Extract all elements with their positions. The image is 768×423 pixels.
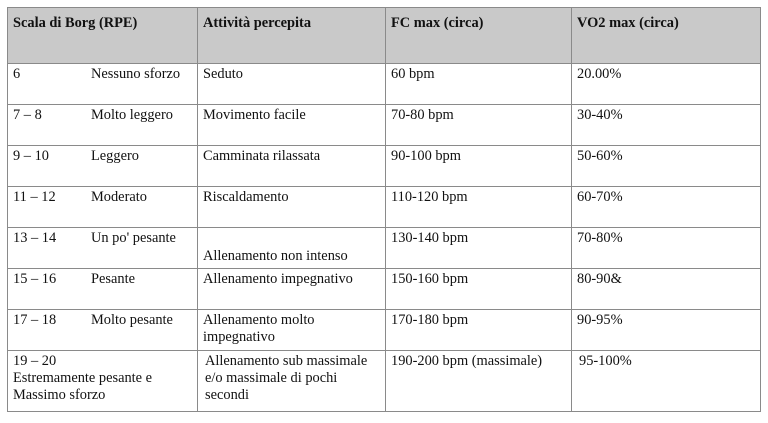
rpe-range: 9 – 10 xyxy=(13,148,49,164)
header-row xyxy=(8,8,761,64)
rpe-cell xyxy=(8,64,198,105)
table-row xyxy=(8,228,761,269)
rpe-label: Molto leggero xyxy=(91,107,173,123)
activity-cell: Allenamento sub massimale e/o massimale di pochi secondi xyxy=(198,351,386,412)
fc-cell: 150-160 bpm xyxy=(386,269,572,310)
table-row xyxy=(8,187,761,228)
rpe-range: 7 – 8 xyxy=(13,107,42,123)
vo2-cell: 60-70% xyxy=(572,187,761,228)
rpe-range: 6 xyxy=(13,66,21,82)
rpe-label: Un po' pesante xyxy=(91,230,176,246)
rpe-cell xyxy=(8,269,198,310)
table-row xyxy=(8,351,761,412)
table-row xyxy=(8,146,761,187)
header-borg-scale: Scala di Borg (RPE) xyxy=(8,8,198,64)
rpe-cell xyxy=(8,310,198,351)
fc-cell: 70-80 bpm xyxy=(386,105,572,146)
vo2-cell: 50-60% xyxy=(572,146,761,187)
vo2-cell: 70-80% xyxy=(572,228,761,269)
rpe-range: 17 – 18 xyxy=(13,312,57,328)
rpe-cell xyxy=(8,187,198,228)
header-perceived-activity: Attività percepita xyxy=(198,8,386,64)
fc-cell: 60 bpm xyxy=(386,64,572,105)
vo2-cell: 80-90& xyxy=(572,269,761,310)
rpe-cell xyxy=(8,146,198,187)
fc-cell: 90-100 bpm xyxy=(386,146,572,187)
fc-cell: 130-140 bpm xyxy=(386,228,572,269)
table-row xyxy=(8,105,761,146)
table-row xyxy=(8,269,761,310)
vo2-cell: 90-95% xyxy=(572,310,761,351)
header-vo2-max: VO2 max (circa) xyxy=(572,8,761,64)
rpe-cell xyxy=(8,351,198,412)
vo2-cell: 30-40% xyxy=(572,105,761,146)
rpe-range: 15 – 16 xyxy=(13,271,57,287)
borg-scale-table xyxy=(7,7,761,412)
rpe-label: Leggero xyxy=(91,148,139,164)
table-row xyxy=(8,310,761,351)
vo2-cell: 20.00% xyxy=(572,64,761,105)
rpe-range: 13 – 14 xyxy=(13,230,57,246)
fc-cell: 110-120 bpm xyxy=(386,187,572,228)
rpe-label: Estremamente pesante e Massimo sforzo xyxy=(13,370,153,403)
fc-cell: 190-200 bpm (massimale) xyxy=(386,351,572,412)
activity-cell: Riscaldamento xyxy=(198,187,386,228)
vo2-cell: 95-100% xyxy=(572,351,761,412)
rpe-label: Pesante xyxy=(91,271,135,287)
activity-cell: Allenamento impegnativo xyxy=(198,269,386,310)
rpe-cell xyxy=(8,228,198,269)
rpe-range: 19 – 20 xyxy=(13,353,57,369)
activity-cell: Allenamento non intenso xyxy=(198,228,386,269)
activity-cell: Camminata rilassata xyxy=(198,146,386,187)
fc-cell: 170-180 bpm xyxy=(386,310,572,351)
activity-cell: Seduto xyxy=(198,64,386,105)
rpe-label: Moderato xyxy=(91,189,147,205)
rpe-label: Molto pesante xyxy=(91,312,173,328)
table-row xyxy=(8,64,761,105)
header-fc-max: FC max (circa) xyxy=(386,8,572,64)
activity-cell: Allenamento molto impegnativo xyxy=(198,310,386,351)
rpe-cell xyxy=(8,105,198,146)
activity-cell: Movimento facile xyxy=(198,105,386,146)
rpe-label: Nessuno sforzo xyxy=(91,66,181,82)
rpe-range: 11 – 12 xyxy=(13,189,56,205)
